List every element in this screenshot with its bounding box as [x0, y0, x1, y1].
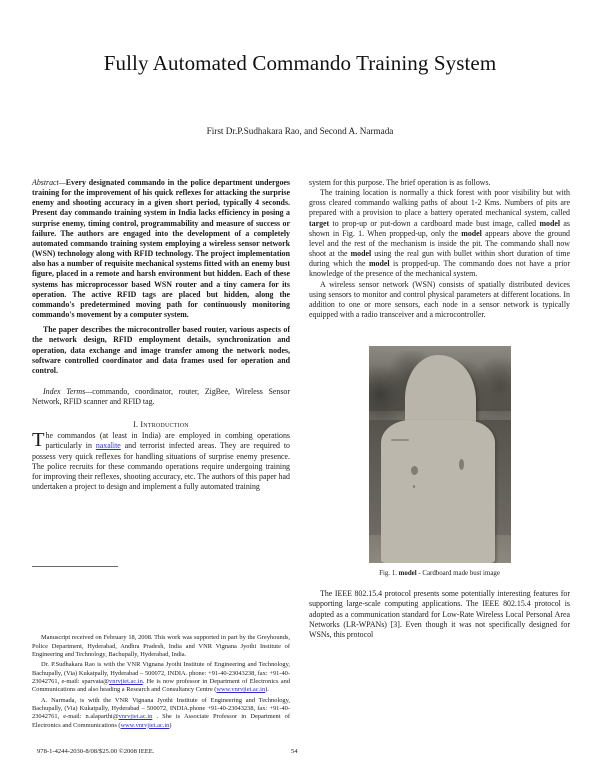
right-column: [309, 178, 570, 732]
term-model-4: model: [368, 259, 390, 269]
footnote-manuscript: Manuscript received on February 18, 2008. This work was supported in part by the Greyhounds, Police Department, Hyderabad, Andhra Pradesh, India and VNR Vignana Jyothi Institute of Engineering and Technology, Bachupally, Hyderabad, India.: [32, 634, 290, 659]
footnote-block: [32, 634, 290, 730]
rp2-c: to prop-up or put-down a cardboard made bust image, called: [329, 218, 540, 228]
rp2-g: is propped-up. The commando does not have a prior knowledge of the presence of the mechanical system.: [309, 259, 570, 279]
footnote-author-2: [32, 697, 290, 730]
author-list: First Dr.P.Sudhakara Rao, and Second A. Narmada: [206, 126, 394, 137]
intro-text-after-link: and terrorist infected areas. They are required to possess very quick reflexes for handling situations of surprise enemy presence. The police recruits for these commando operations require undergoing training for improving their reflexes, shooting accuracy, etc. The authors of this paper had undertaken a project to design and implement a fully automated training: [32, 441, 290, 492]
right-paragraph-4: The IEEE 802.15.4 protocol presents some potentially interesting features for supporting large-scale computing applications. The IEEE 802.15.4 protocol is adopted as a communication standard for Low-Rate Wireless Local Personal Area Networks (LR-WPANs) [3]. Even though it was not specifically designed for WSNs, this protocol: [309, 589, 570, 639]
author2-website-link[interactable]: www.vnrvjiet.ac.in: [120, 721, 170, 729]
footnote-separator-rule: [32, 566, 118, 567]
abstract-text-2: The paper describes the microcontroller based router, various aspects of the network design, RFID employment details, synchronization and operation, data exchange and image transfer among the network nodes, software controlled coordinator and data frames used for operation and control.: [32, 325, 290, 375]
two-column-body: [32, 178, 570, 732]
index-terms-label: Index Terms—: [43, 386, 93, 396]
section-heading-introduction: I. Introduction: [133, 420, 189, 430]
abstract-paragraph-2: [32, 325, 290, 376]
introduction-paragraph: [32, 431, 290, 492]
photo-bust-bullet-mark-3: [413, 485, 416, 488]
abstract-paragraph-1: [32, 178, 290, 320]
index-terms-text: commando, coordinator, router, ZigBee, Wireless Sensor Network, RFID scanner and RFID tag.: [32, 386, 290, 407]
footnote-author1-text-2: . He is now professor in Department of Electronics and Communications and also heading a Research and Consultancy Centre (: [32, 678, 290, 694]
page-footer: [0, 748, 600, 762]
figure-1-photo: [369, 346, 511, 563]
fig-caption-prefix: Fig. 1.: [379, 570, 399, 578]
rp2-e: appears above the ground level and the rest of the mechanism is inside the pit. The commando shall now shoot at the: [309, 228, 570, 259]
drop-cap-letter: T: [32, 429, 45, 452]
figure-1-caption: [309, 570, 570, 577]
right-paragraph-1: system for this purpose. The brief operation is as follows.: [309, 178, 491, 187]
rp2-f: using the real gun with bullet within short duration of time during which the: [309, 249, 570, 269]
author1-email-domain-link[interactable]: vnrvjiet.ac.in: [109, 678, 143, 686]
photo-bust-torso: [381, 420, 495, 563]
fig-caption-term: model: [398, 570, 417, 578]
footer-page-number: 54: [291, 748, 298, 755]
footnote-author1-text-1: Dr. P.Sudhakara Rao is with the VNR Vignana Jyothi Institute of Engineering and Technology, Bachupally, (Via) Kukatpally, Hyderabad – 500072, INDIA. phone: +91-40-23043238, fax: +91-40-23042761, e-mail: sparvata@: [32, 661, 290, 686]
footnote-author2-text-2: . She is Associate Professor in Department of Electronics and Communications (: [32, 713, 290, 729]
right-paragraph-2: [309, 188, 570, 279]
footnote-author2-text-1: A. Narmada, is with the VNR Vignana Jyothi Institute of Engineering and Technology, Bachupally, (Via) Kukatpally, Hyderabad – 500072, INDIA.phone +91-40-23043238, fax: +91-40-23042761, e-mail: n.alaparthi@: [32, 696, 290, 721]
term-model-1: model: [539, 218, 561, 228]
footer-isbn: 978-1-4244-2030-8/08/$25.00 ©2008 IEEE.: [37, 748, 155, 755]
footnote-author-1: [32, 661, 290, 694]
abstract-text-1: Every designated commando in the police department undergoes training for the improvement of his quick reflexes for attacking the surprise enemy and shooting accuracy in a given short period, typically 4 seconds. Present day commando training system in India lacks efficiency in posing a surprise enemy, timing control, programmability and measure of success or failure. The authors are engaged into the development of a completely automated commando training system employing a wireless sensor network (WSN) technology along with RFID technology. The project implementation also has a number of requisite mechanical systems fitted with an enemy bust figure, placed in a remote and harsh environment but hidden. Each of these systems has microprocessor based WSN router and a tiny camera for its operation. The active RFID tags are placed but hidden, along the commando's predetermined moving path for continuously monitoring commando's movement by a computer system.: [32, 178, 290, 320]
left-column: [32, 178, 290, 732]
page-title: Fully Automated Commando Training System: [103, 51, 497, 75]
author2-email-domain-link[interactable]: vnrvjiet.ac.in: [118, 713, 153, 721]
intro-text-before-link: he commandos (at least in India) are employed in combing operations particularly in: [45, 431, 290, 451]
fig-caption-suffix: - Cardboard made bust image: [416, 570, 500, 578]
abstract-label: Abstract—: [32, 178, 66, 187]
term-model-2: model: [461, 228, 482, 238]
right-paragraph-3: A wireless sensor network (WSN) consists of spatially distributed devices using sensors to monitor and control physical parameters at different locations. In addition to one or more sensors, each node in a sensor network is typically equipped with a radio transceiver and a microcontroller.: [309, 279, 570, 320]
rp2-d: as shown in Fig. 1. When propped-up, only the: [309, 218, 570, 238]
term-target: target: [309, 218, 330, 228]
index-terms: [32, 387, 290, 407]
term-model-3: model: [350, 249, 372, 259]
footnote-author2-text-3: ): [169, 721, 172, 729]
rp2-a: The training location is normally a thick forest with poor visibility but with gross cleared commando walking paths of about 1-2 Kms. Numbers of pits are prepared with a provision to place a battery operated mechanical system, called: [309, 188, 570, 218]
footnote-author1-text-3: ).: [265, 686, 269, 694]
author1-website-link[interactable]: www.vnrvjiet.ac.in: [216, 686, 266, 694]
figure-1: [309, 346, 570, 577]
photo-bust-bullet-mark-1: [411, 466, 418, 475]
naxalite-link[interactable]: naxalite: [95, 441, 121, 451]
